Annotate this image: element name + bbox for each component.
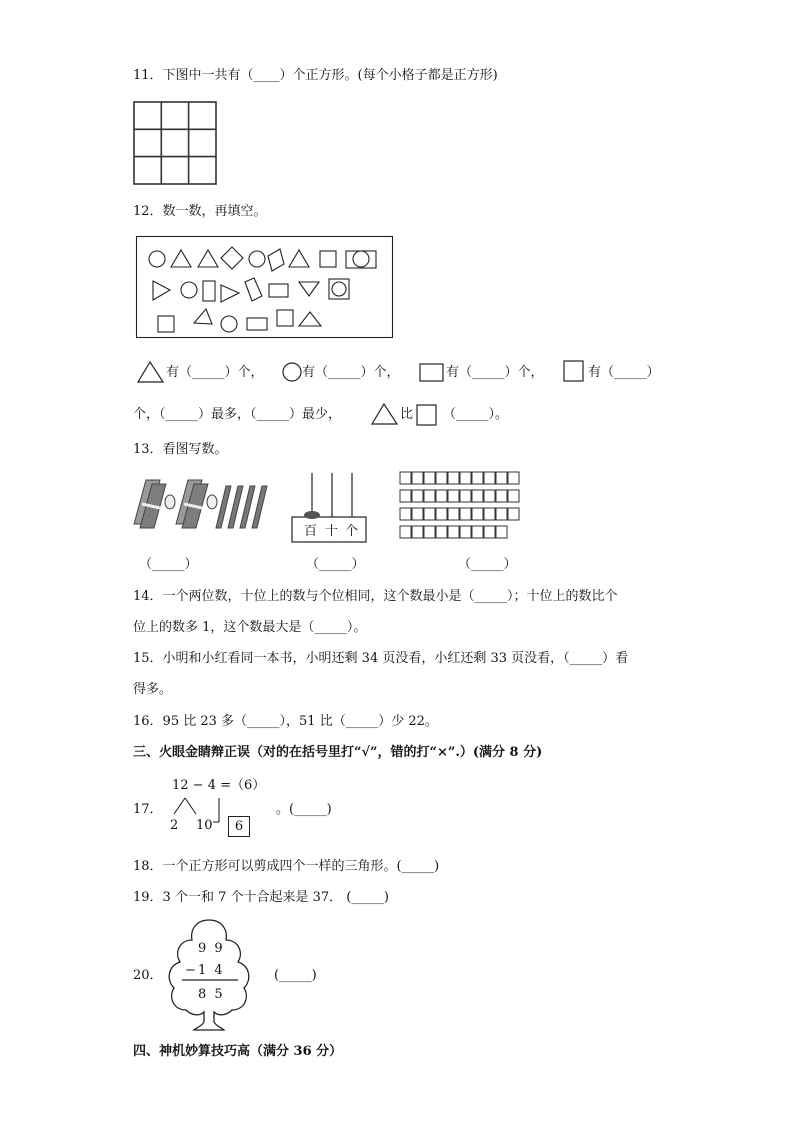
block-square bbox=[436, 508, 447, 520]
q17-answer: 。(_____) bbox=[276, 802, 332, 817]
q20-answer: (_____) bbox=[274, 968, 317, 983]
q17-equation: 12 − 4 =（6） bbox=[172, 778, 266, 793]
block-square bbox=[472, 526, 483, 538]
q14-line1: 14．一个两位数，十位上的数与个位相同，这个数最小是（_____）；十位上的数比个 bbox=[133, 589, 618, 604]
q20-operator: − bbox=[185, 963, 196, 978]
block-square bbox=[508, 490, 519, 502]
block-square bbox=[400, 472, 411, 484]
q17-boxed-result: 6 bbox=[228, 816, 250, 837]
block-square bbox=[496, 472, 507, 484]
q11-text: 11．下图中一共有（____）个正方形。(每个小格子都是正方形) bbox=[133, 68, 498, 83]
block-square bbox=[412, 490, 423, 502]
q13-title: 13．看图写数。 bbox=[133, 442, 228, 457]
block-square bbox=[496, 508, 507, 520]
block-square bbox=[412, 508, 423, 520]
block-square bbox=[424, 490, 435, 502]
q13-answer-1: （_____） bbox=[139, 557, 198, 572]
q12-line1-circle: 有（_____）个， bbox=[302, 365, 400, 380]
q17-number: 17． bbox=[133, 802, 163, 817]
block-square bbox=[472, 472, 483, 484]
stick-bundles-figure bbox=[130, 474, 266, 536]
block-square bbox=[448, 508, 459, 520]
triangle-icon bbox=[371, 403, 399, 425]
q12-line1-rectangle: 有（_____）个， bbox=[446, 365, 544, 380]
block-square bbox=[508, 472, 519, 484]
block-square bbox=[448, 526, 459, 538]
block-square bbox=[448, 490, 459, 502]
section3-heading: 三、火眼金睛辩正误（对的在括号里打“√”，错的打“×”.）(满分 8 分) bbox=[133, 745, 543, 760]
block-square bbox=[424, 508, 435, 520]
block-square bbox=[484, 508, 495, 520]
q15-line1: 15．小明和小红看同一本书，小明还剩 34 页没看，小红还剩 33 页没看，（_____）看 bbox=[133, 651, 629, 666]
q19-text: 19．3 个一和 7 个十合起来是 37． (_____) bbox=[133, 890, 389, 905]
q20-number: 20． bbox=[133, 968, 163, 983]
q17-split-right: 10 bbox=[196, 818, 213, 833]
block-square bbox=[436, 472, 447, 484]
square-icon bbox=[563, 360, 585, 382]
block-square bbox=[472, 508, 483, 520]
q20-row3: 8 5 bbox=[198, 987, 225, 1002]
block-square bbox=[412, 472, 423, 484]
square-blocks-figure bbox=[398, 470, 522, 544]
block-square bbox=[460, 508, 471, 520]
circle-icon bbox=[282, 361, 302, 383]
q12-line1-square: 有（_____） bbox=[588, 365, 660, 380]
triangle-icon bbox=[137, 361, 165, 383]
block-square bbox=[484, 490, 495, 502]
block-square bbox=[496, 526, 507, 538]
q15-line2: 得多。 bbox=[133, 682, 173, 697]
abacus-label-ones: 个 bbox=[345, 524, 359, 539]
q20-row2: 1 4 bbox=[198, 963, 225, 978]
q13-answer-2: （_____） bbox=[306, 557, 365, 572]
block-square bbox=[436, 490, 447, 502]
block-square bbox=[424, 526, 435, 538]
abacus-label-hundreds: 百 bbox=[304, 524, 318, 539]
block-square bbox=[424, 472, 435, 484]
block-square bbox=[412, 526, 423, 538]
block-square bbox=[400, 490, 411, 502]
block-square bbox=[484, 472, 495, 484]
q12-line1-triangle: 有（_____）个， bbox=[166, 365, 264, 380]
q12-line2-compare: 比 bbox=[400, 407, 414, 422]
grid-figure bbox=[133, 101, 217, 185]
q13-answer-3: （_____） bbox=[458, 557, 517, 572]
section4-heading: 四、神机妙算技巧高（满分 36 分） bbox=[133, 1044, 343, 1059]
q16-text: 16．95 比 23 多（_____），51 比（_____）少 22。 bbox=[133, 714, 438, 729]
block-square bbox=[460, 526, 471, 538]
block-square bbox=[496, 490, 507, 502]
q17-split-left: 2 bbox=[170, 818, 179, 833]
q18-text: 18．一个正方形可以剪成四个一样的三角形。(_____) bbox=[133, 859, 440, 874]
q20-row1: 9 9 bbox=[198, 941, 225, 956]
block-square bbox=[484, 526, 495, 538]
block-square bbox=[448, 472, 459, 484]
block-square bbox=[508, 508, 519, 520]
block-square bbox=[400, 526, 411, 538]
abacus-label-tens: 十 bbox=[325, 524, 339, 539]
q12-title: 12．数一数，再填空。 bbox=[133, 204, 267, 219]
block-square bbox=[472, 490, 483, 502]
block-square bbox=[400, 508, 411, 520]
q12-line2-text: 个，（_____）最多，（_____）最少， bbox=[133, 407, 342, 422]
block-square bbox=[460, 472, 471, 484]
rectangle-icon bbox=[419, 363, 445, 383]
block-square bbox=[436, 526, 447, 538]
q12-line2-answer: （_____）。 bbox=[443, 407, 509, 422]
shapes-box bbox=[136, 236, 394, 339]
q14-line2: 位上的数多 1，这个数最大是（_____）。 bbox=[133, 620, 367, 635]
block-square bbox=[460, 490, 471, 502]
square-icon bbox=[416, 404, 438, 426]
